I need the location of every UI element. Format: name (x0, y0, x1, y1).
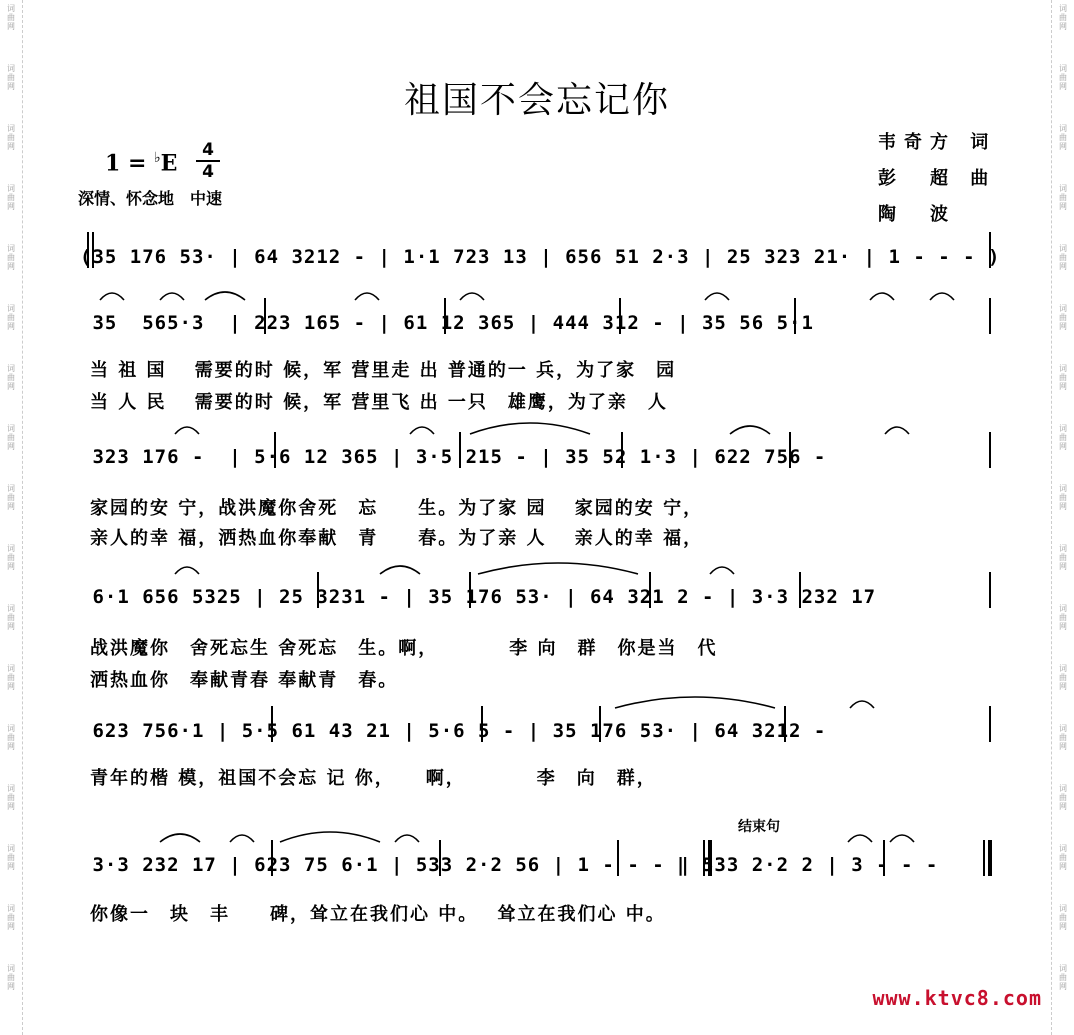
watermark-text: 词曲网 (1059, 184, 1067, 211)
watermark-text: 词曲网 (7, 904, 15, 931)
lyric-line-5: 战洪魔你 舍死忘生 舍死忘 生。啊， 李 向 群 你是当 代 (90, 638, 718, 659)
credit-lyricist: 韦奇方 词 (878, 132, 997, 153)
lyric-line-6: 洒热血你 奉献青春 奉献青 春。 (90, 670, 399, 691)
watermark-text: 词曲网 (1059, 244, 1067, 271)
notation-line: 35 565·3 | 223 165 - | 61 12 365 | 444 312 - | 35 56 5·1 (80, 312, 814, 334)
lyric-line-3: 家园的安 宁，战洪魔你舍死 忘 生。为了家 园 家园的安 宁， (90, 498, 704, 519)
key-signature: 1 = ♭E (105, 150, 178, 177)
watermark-text: 词曲网 (7, 784, 15, 811)
watermark-text: 词曲网 (7, 184, 15, 211)
lyric-line-2: 当 人 民 需要的时 候，军 营里飞 出 一只 雄鹰，为了亲 人 (90, 392, 668, 413)
watermark-text: 词曲网 (1059, 424, 1067, 451)
watermark-text: 词曲网 (1059, 4, 1067, 31)
watermark-text: 词曲网 (7, 544, 15, 571)
notation-line: 6·1 656 5325 | 25 3231 - | 35 176 53· | 64 321 2 - | 3·3 232 17 (80, 586, 877, 608)
watermark-text: 词曲网 (1059, 544, 1067, 571)
watermark-text: 词曲网 (1059, 904, 1067, 931)
song-title: 祖国不会忘记你 (403, 80, 670, 121)
credit-composer-1: 彭 超 曲 (878, 168, 997, 189)
watermark-text: 词曲网 (1059, 304, 1067, 331)
lyric-line-7: 青年的楷 模，祖国不会忘 记 你， 啊， 李 向 群， (90, 768, 657, 789)
watermark-text: 词曲网 (1059, 484, 1067, 511)
time-signature: 4 4 (196, 140, 220, 182)
lyric-line-4: 亲人的幸 福，洒热血你奉献 青 春。为了亲 人 亲人的幸 福， (90, 528, 704, 549)
watermark-text: 词曲网 (1059, 604, 1067, 631)
watermark-text: 词曲网 (7, 484, 15, 511)
watermark-text: 词曲网 (1059, 784, 1067, 811)
watermark-text: 词曲网 (7, 724, 15, 751)
watermark-text: 词曲网 (1059, 664, 1067, 691)
watermark-text: 词曲网 (7, 964, 15, 991)
notation-line: (35 176 53· | 64 3212 - | 1·1 723 13 | 656 51 2·3 | 25 323 21· | 1 - - - ) (80, 246, 1001, 268)
credit-composer-2: 陶 波 (878, 204, 956, 225)
watermark-text: 词曲网 (7, 64, 15, 91)
lyric-line-8: 你像一 块 丰 碑，耸立在我们心 中。 耸立在我们心 中。 (90, 904, 666, 925)
watermark-text: 词曲网 (7, 424, 15, 451)
watermark-text: 词曲网 (7, 664, 15, 691)
watermark-text: 词曲网 (7, 244, 15, 271)
watermark-text: 词曲网 (7, 304, 15, 331)
watermark-text: 词曲网 (7, 364, 15, 391)
watermark-text: 词曲网 (1059, 964, 1067, 991)
watermark-text: 词曲网 (7, 604, 15, 631)
watermark-text: 词曲网 (1059, 844, 1067, 871)
watermark-text: 词曲网 (7, 124, 15, 151)
watermark-text: 词曲网 (1059, 364, 1067, 391)
watermark-text: 词曲网 (7, 4, 15, 31)
watermark-text: 词曲网 (1059, 64, 1067, 91)
website-watermark: www.ktvc8.com (872, 986, 1042, 1010)
lyric-line-1: 当 祖 国 需要的时 候，军 营里走 出 普通的一 兵，为了家 园 (90, 360, 677, 381)
tempo-marking: 深情、怀念地 中速 (78, 189, 223, 208)
ending-label: 结束句 (738, 819, 780, 835)
notation-line: 623 756·1 | 5·5 61 43 21 | 5·6 5 - | 35 176 53· | 64 3212 - (80, 720, 827, 742)
notation-line: 3·3 232 17 | 623 75 6·1 | 533 2·2 56 | 1 - - - ‖ 533 2·2 2 | 3 - - - (80, 854, 939, 876)
watermark-text: 词曲网 (7, 844, 15, 871)
notation-line: 323 176 - | 5·6 12 365 | 3·5 215 - | 35 52 1·3 | 622 756 - (80, 446, 827, 468)
watermark-text: 词曲网 (1059, 124, 1067, 151)
watermark-text: 词曲网 (1059, 724, 1067, 751)
